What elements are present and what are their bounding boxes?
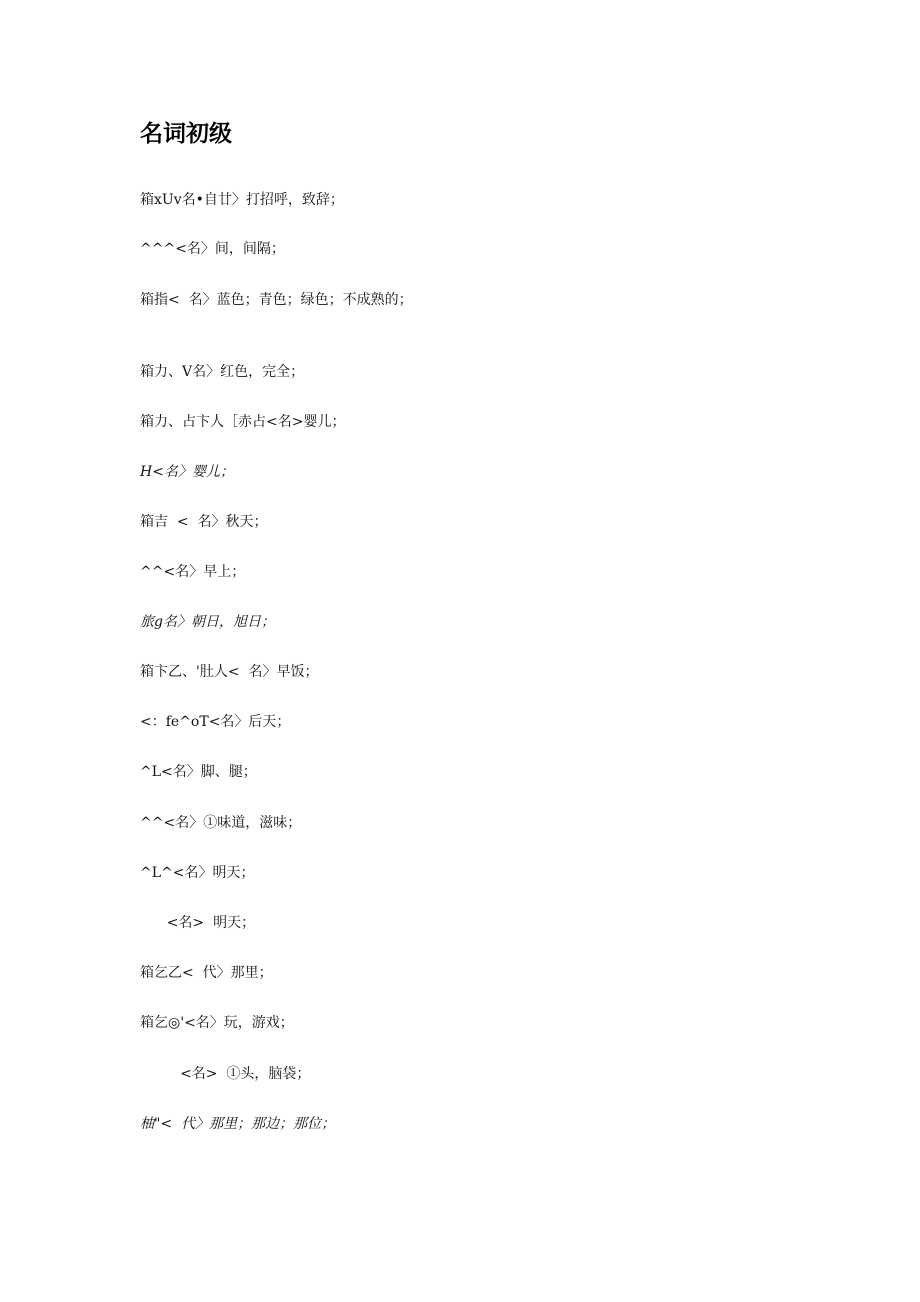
vocab-entry: ^^<名〉早上； (140, 564, 246, 580)
vocab-entry: <：fe^oT<名〉后天； (140, 714, 291, 730)
vocab-entry: 柚"< 代〉那里；那边；那位； (140, 1116, 336, 1132)
vocab-entry: 箱指< 名〉蓝色；青色；绿色；不成熟的； (140, 292, 413, 308)
vocab-entry: <名> ①头，脑袋； (140, 1066, 311, 1082)
vocab-entry: 箱力、占卞人［赤占<名>婴儿； (140, 414, 346, 430)
vocab-entry: <名> 明天； (140, 915, 256, 931)
vocab-entry: ^L^<名〉明天； (140, 865, 255, 881)
vocab-entry: H<名〉婴儿； (140, 464, 234, 480)
vocab-entry: 旅g名〉朝日，旭日； (140, 614, 275, 630)
vocab-entry: ^^<名〉①味道，滋味； (140, 815, 302, 831)
vocab-entry: ^L<名〉脚、腿； (140, 764, 257, 780)
vocab-entry: 箱吉 < 名〉秋天； (140, 514, 268, 530)
document-title: 名词初级 (140, 121, 232, 147)
vocab-entry: 箱xUv名•自廿〉打招呼，致辞； (140, 192, 344, 208)
vocab-entry: ^^^<名〉间，间隔； (140, 241, 285, 257)
vocab-entry: 箱乞◎'<名〉玩，游戏； (140, 1015, 294, 1031)
vocab-entry: 箱卞乙、'肚人< 名〉早饭； (140, 664, 319, 680)
vocab-entry: 箱力、V名〉红色，完全； (140, 364, 305, 380)
vocab-entry: 箱乞乙< 代〉那里； (140, 965, 273, 981)
